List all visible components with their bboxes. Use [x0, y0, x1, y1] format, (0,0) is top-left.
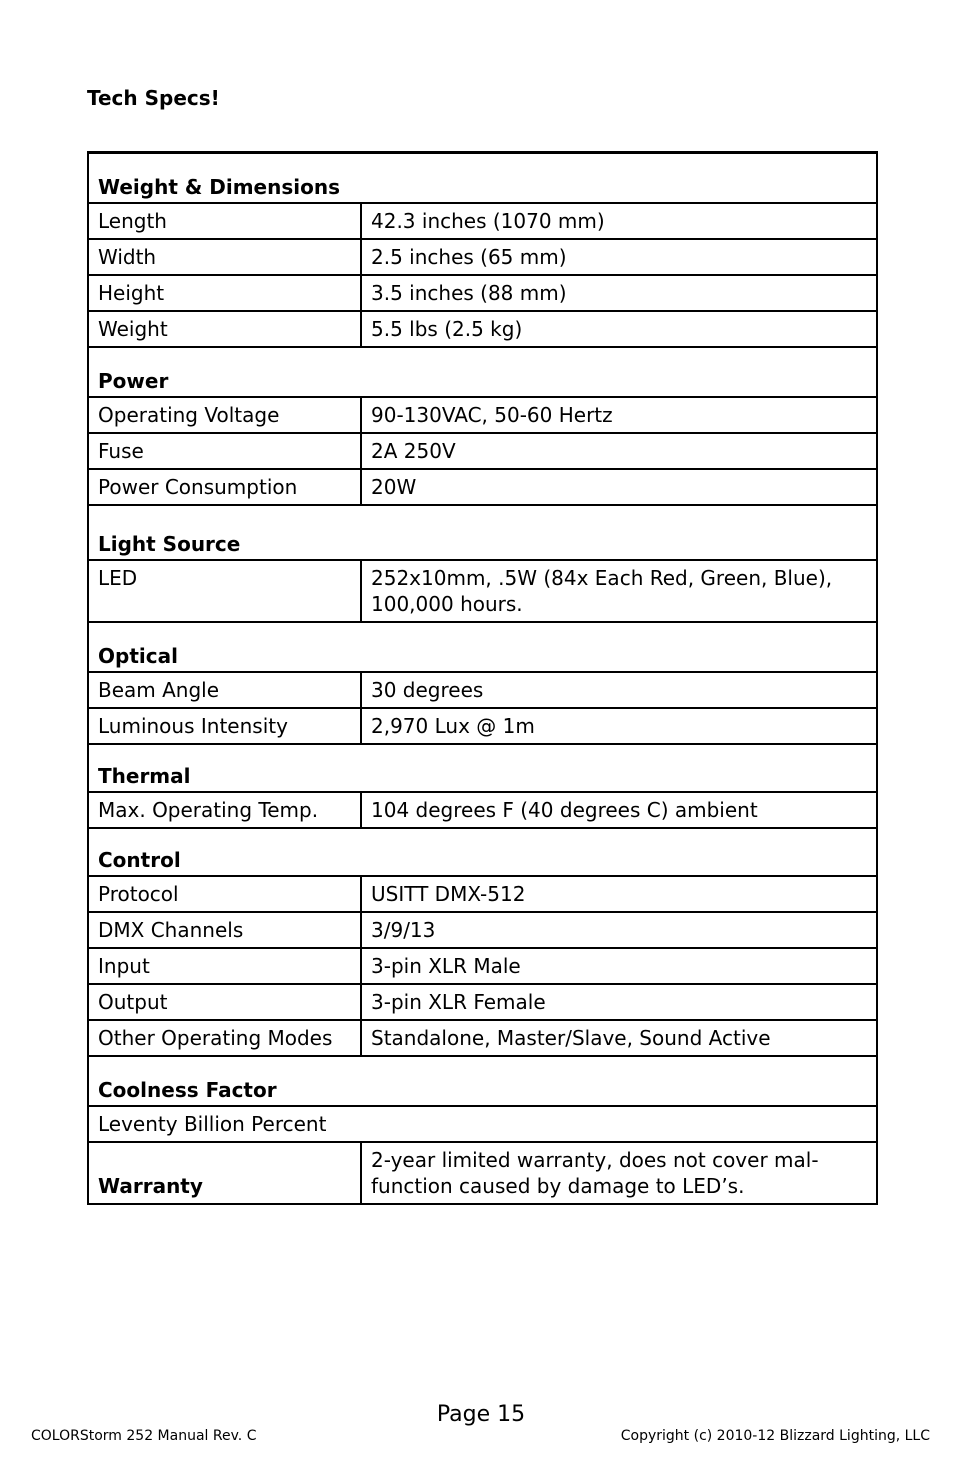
- spec-row: [88, 560, 877, 622]
- section-title: Optical: [88, 622, 877, 672]
- spec-value: 2,970 Lux @ 1m: [361, 708, 877, 744]
- spec-row: [88, 792, 877, 828]
- spec-value: 42.3 inches (1070 mm): [361, 203, 877, 239]
- spec-row: [88, 239, 877, 275]
- spec-value: 5.5 lbs (2.5 kg): [361, 311, 877, 347]
- spec-value: 3/9/13: [361, 912, 877, 948]
- page-number: Page 15: [436, 1402, 526, 1427]
- spec-row: [88, 203, 877, 239]
- warranty-label: Warranty: [88, 1142, 361, 1204]
- section-weight-dimensions: [88, 153, 877, 203]
- section-power: [88, 347, 877, 397]
- spec-value: 20W: [361, 469, 877, 505]
- spec-row: [88, 984, 877, 1020]
- spec-value: 252x10mm, .5W (84x Each Red, Green, Blue), 100,000 hours.: [361, 560, 877, 622]
- spec-row: [88, 1020, 877, 1056]
- spec-label: LED: [88, 560, 361, 622]
- spec-value: 90-130VAC, 50-60 Hertz: [361, 397, 877, 433]
- section-title: Thermal: [88, 744, 877, 792]
- section-title: Power: [88, 347, 877, 397]
- spec-row: [88, 948, 877, 984]
- spec-label: Length: [88, 203, 361, 239]
- spec-value: 3-pin XLR Female: [361, 984, 877, 1020]
- spec-value: 2A 250V: [361, 433, 877, 469]
- spec-row: [88, 912, 877, 948]
- spec-row: [88, 708, 877, 744]
- spec-label: Beam Angle: [88, 672, 361, 708]
- spec-value: USITT DMX-512: [361, 876, 877, 912]
- section-title: Weight & Dimensions: [88, 153, 877, 203]
- spec-label: Operating Voltage: [88, 397, 361, 433]
- spec-row: [88, 876, 877, 912]
- section-title: Control: [88, 828, 877, 876]
- page-heading: Tech Specs!: [87, 86, 220, 110]
- section-thermal: [88, 744, 877, 792]
- spec-value: Standalone, Master/Slave, Sound Active: [361, 1020, 877, 1056]
- spec-row: [88, 311, 877, 347]
- spec-label: Output: [88, 984, 361, 1020]
- spec-label: DMX Channels: [88, 912, 361, 948]
- spec-label: Other Operating Modes: [88, 1020, 361, 1056]
- spec-row: [88, 433, 877, 469]
- spec-label: Weight: [88, 311, 361, 347]
- spec-label: Power Consumption: [88, 469, 361, 505]
- spec-row: [88, 275, 877, 311]
- spec-row: [88, 1106, 877, 1142]
- section-coolness-factor: [88, 1056, 877, 1106]
- spec-row: [88, 397, 877, 433]
- spec-row: [88, 469, 877, 505]
- spec-value: 30 degrees: [361, 672, 877, 708]
- footer-manual-title: COLORStorm 252 Manual Rev. C: [31, 1428, 257, 1444]
- spec-label: Width: [88, 239, 361, 275]
- spec-label: Max. Operating Temp.: [88, 792, 361, 828]
- spec-label: Input: [88, 948, 361, 984]
- warranty-value: 2-year limited warranty, does not cover mal-function caused by damage to LED’s.: [361, 1142, 877, 1204]
- section-control: [88, 828, 877, 876]
- spec-row: [88, 672, 877, 708]
- section-light-source: [88, 505, 877, 560]
- spec-row-warranty: [88, 1142, 877, 1204]
- tech-specs-table: [87, 151, 878, 1205]
- spec-value: 104 degrees F (40 degrees C) ambient: [361, 792, 877, 828]
- spec-value: 2.5 inches (65 mm): [361, 239, 877, 275]
- spec-label: Height: [88, 275, 361, 311]
- spec-value: Leventy Billion Percent: [88, 1106, 877, 1142]
- spec-label: Fuse: [88, 433, 361, 469]
- spec-label: Luminous Intensity: [88, 708, 361, 744]
- section-optical: [88, 622, 877, 672]
- spec-value: 3.5 inches (88 mm): [361, 275, 877, 311]
- spec-label: Protocol: [88, 876, 361, 912]
- section-title: Light Source: [88, 505, 877, 560]
- section-title: Coolness Factor: [88, 1056, 877, 1106]
- footer-copyright: Copyright (c) 2010-12 Blizzard Lighting, LLC: [620, 1428, 930, 1444]
- spec-value: 3-pin XLR Male: [361, 948, 877, 984]
